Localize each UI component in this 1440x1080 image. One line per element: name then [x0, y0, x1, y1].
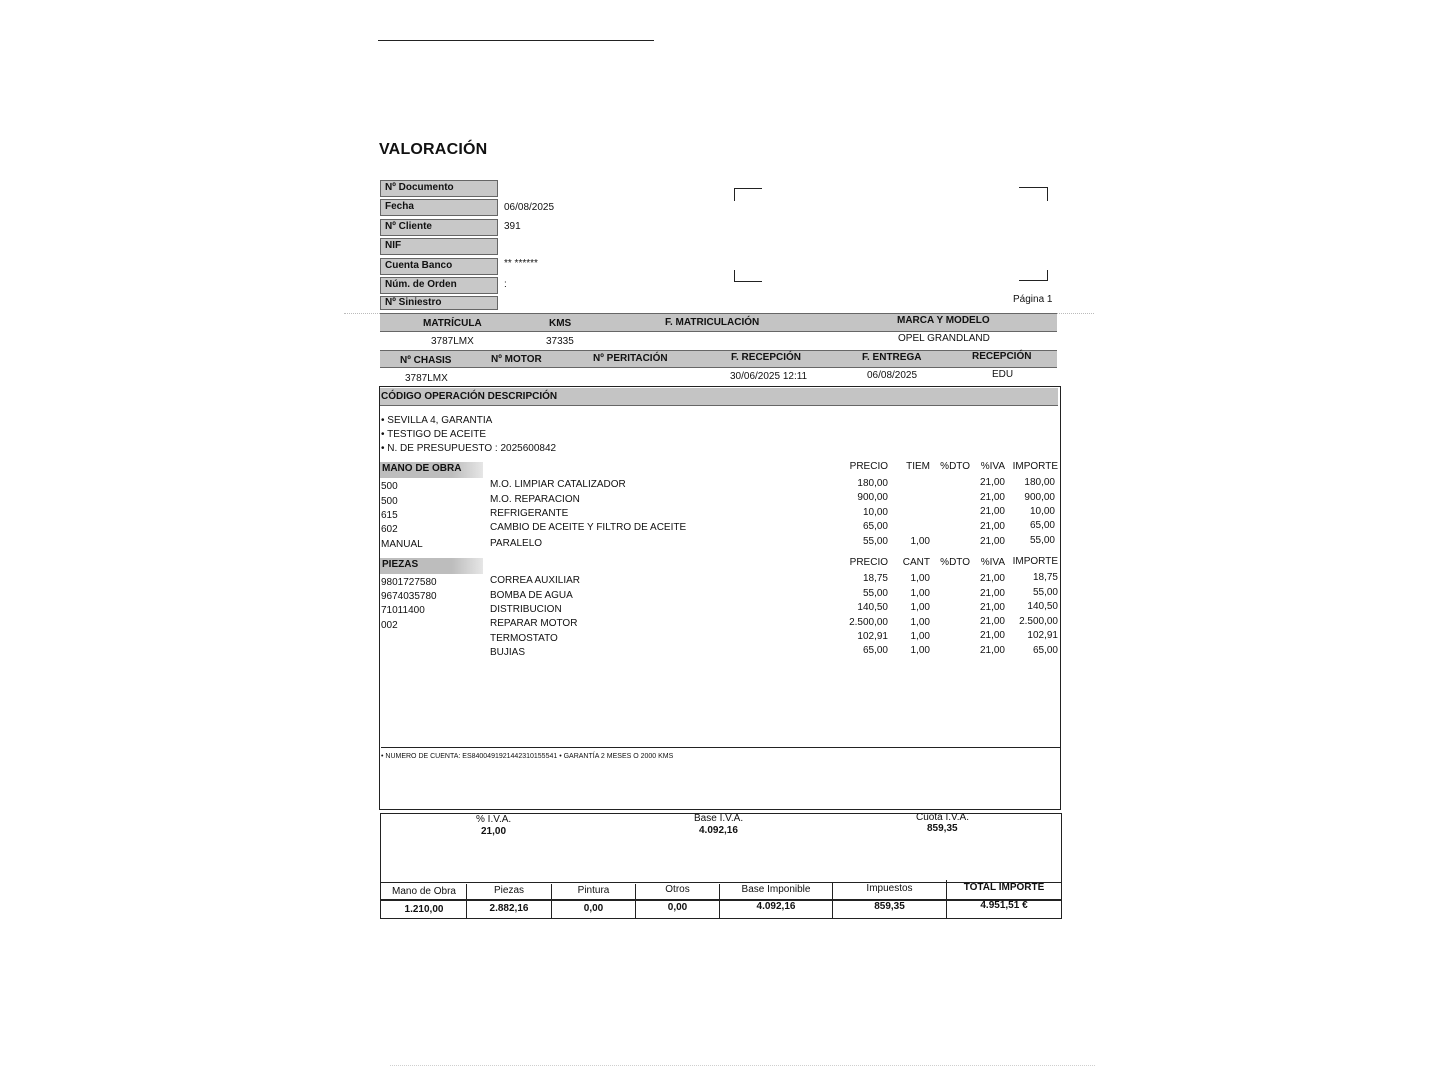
labor-code: 602: [381, 524, 398, 535]
labor-col-tiem: TIEM: [906, 461, 930, 472]
value-chasis: 3787LMX: [405, 373, 448, 384]
field-value-fecha: 06/08/2025: [504, 202, 555, 213]
operations-header-band: [380, 388, 1058, 406]
labor-col-iva: %IVA: [980, 461, 1005, 472]
labor-col-precio: PRECIO: [849, 461, 888, 472]
labor-iva: 21,00: [979, 492, 1005, 503]
labor-desc: REFRIGERANTE: [490, 508, 569, 519]
footer-note: • NUMERO DE CUENTA: ES8400491921442310155541 • GARANTÍA 2 MESES O 2000 KMS: [381, 753, 674, 760]
part-precio: 55,00: [862, 588, 888, 599]
labor-importe: 10,00: [1029, 506, 1055, 517]
field-value-cliente: 391: [504, 221, 521, 232]
totals-head-piezas: Piezas: [493, 885, 524, 896]
part-iva: 21,00: [979, 616, 1005, 627]
labor-code: 615: [381, 510, 398, 521]
parts-col-precio: PRECIO: [849, 557, 888, 568]
field-value-cuenta: ** ******: [504, 258, 538, 269]
labor-section-label: MANO DE OBRA: [380, 462, 483, 478]
value-kms: 37335: [546, 336, 574, 347]
part-code: 9801727580: [381, 577, 437, 588]
part-precio: 140,50: [857, 602, 888, 613]
parts-col-importe: IMPORTE: [1012, 556, 1058, 567]
part-importe: 140,50: [1027, 601, 1058, 612]
labor-desc: CAMBIO DE ACEITE Y FILTRO DE ACEITE: [490, 522, 687, 533]
labor-iva: 21,00: [979, 506, 1005, 517]
vehicle-header-band-1: [380, 313, 1057, 332]
bottom-dotted-line: [390, 1065, 1095, 1066]
part-precio: 18,75: [862, 573, 888, 584]
part-code: 9674035780: [381, 591, 437, 602]
part-cant: 1,00: [910, 588, 930, 599]
parts-section-label: PIEZAS: [380, 558, 483, 574]
field-value-orden: :: [504, 279, 507, 290]
field-label-documento: Nº Documento: [380, 180, 498, 197]
totals-head-impuestos: Impuestos: [866, 883, 913, 894]
col-marca-modelo: MARCA Y MODELO: [897, 315, 990, 326]
labor-iva: 21,00: [979, 477, 1005, 488]
iva-cuota-value: 859,35: [927, 823, 958, 834]
totals-head-base: Base Imponible: [741, 884, 811, 895]
col-matricula: MATRÍCULA: [423, 318, 482, 329]
note-line-2: • TESTIGO DE ACEITE: [381, 429, 487, 440]
col-f-recepcion: F. RECEPCIÓN: [731, 352, 802, 363]
note-line-3: • N. DE PRESUPUESTO : 2025600842: [381, 443, 557, 454]
part-iva: 21,00: [979, 630, 1005, 641]
field-label-fecha: Fecha: [380, 199, 498, 216]
field-label-cuenta: Cuenta Banco: [380, 258, 498, 275]
labor-importe: 65,00: [1029, 520, 1055, 531]
col-motor: Nº MOTOR: [491, 354, 542, 365]
part-importe: 2.500,00: [1019, 616, 1058, 627]
labor-desc: PARALELO: [490, 538, 543, 549]
totals-value-total: 4.951,51 €: [980, 900, 1028, 911]
part-precio: 102,91: [857, 631, 888, 642]
part-cant: 1,00: [910, 645, 930, 656]
labor-code: 500: [381, 496, 398, 507]
address-corner-tr: [1019, 187, 1048, 201]
part-iva: 21,00: [979, 602, 1005, 613]
field-label-siniestro: Nº Siniestro: [380, 296, 498, 310]
labor-precio: 10,00: [862, 507, 888, 518]
part-desc: REPARAR MOTOR: [490, 618, 578, 629]
address-corner-br: [1019, 270, 1048, 281]
totals-value-impuestos: 859,35: [874, 901, 905, 912]
iva-pct-value: 21,00: [481, 826, 507, 837]
labor-importe: 55,00: [1029, 535, 1055, 546]
col-f-entrega: F. ENTREGA: [862, 352, 922, 363]
labor-iva: 21,00: [979, 536, 1005, 547]
col-kms: KMS: [549, 318, 572, 329]
totals-value-base: 4.092,16: [756, 901, 796, 912]
address-corner-bl: [734, 270, 762, 282]
labor-importe: 900,00: [1024, 492, 1055, 503]
part-cant: 1,00: [910, 617, 930, 628]
part-code: 71011400: [381, 605, 425, 616]
labor-importe: 180,00: [1024, 477, 1055, 488]
part-desc: CORREA AUXILIAR: [490, 575, 581, 586]
part-desc: BUJIAS: [490, 647, 526, 658]
value-recepcion: EDU: [992, 369, 1014, 380]
labor-precio: 55,00: [862, 536, 888, 547]
col-f-matriculacion: F. MATRICULACIÓN: [665, 317, 760, 328]
labor-iva: 21,00: [979, 521, 1005, 532]
labor-desc: M.O. REPARACION: [490, 494, 580, 505]
value-f-entrega: 06/08/2025: [867, 370, 918, 381]
field-label-cliente: Nº Cliente: [380, 219, 498, 236]
address-corner-tl: [734, 188, 762, 201]
top-rule: [378, 40, 654, 41]
parts-col-cant: CANT: [902, 557, 930, 568]
page-number: Página 1: [1013, 294, 1053, 305]
field-label-nif: NIF: [380, 238, 498, 255]
labor-desc: M.O. LIMPIAR CATALIZADOR: [490, 479, 626, 490]
part-code: 002: [381, 620, 398, 631]
part-iva: 21,00: [979, 573, 1005, 584]
col-peritacion: Nº PERITACIÓN: [593, 353, 668, 364]
totals-head-total: TOTAL IMPORTE: [963, 882, 1045, 893]
part-precio: 65,00: [862, 645, 888, 656]
part-importe: 65,00: [1032, 645, 1058, 656]
totals-value-otros: 0,00: [667, 902, 688, 913]
value-marca-modelo: OPEL GRANDLAND: [898, 333, 990, 344]
labor-col-dto: %DTO: [940, 461, 970, 472]
part-cant: 1,00: [910, 573, 930, 584]
operations-header: CÓDIGO OPERACIÓN DESCRIPCIÓN: [381, 391, 558, 402]
part-desc: DISTRIBUCION: [490, 604, 562, 615]
labor-precio: 65,00: [862, 521, 888, 532]
labor-code: MANUAL: [381, 539, 423, 550]
vehicle-header-band-2: [380, 350, 1057, 368]
part-cant: 1,00: [910, 602, 930, 613]
page-title: VALORACIÓN: [379, 141, 488, 158]
totals-head-mano-obra: Mano de Obra: [392, 886, 456, 897]
totals-value-mano-obra: 1.210,00: [404, 904, 444, 915]
part-importe: 55,00: [1032, 587, 1058, 598]
part-iva: 21,00: [979, 645, 1005, 656]
part-precio: 2.500,00: [849, 617, 888, 628]
iva-base-label: Base I.V.A.: [694, 813, 744, 824]
part-iva: 21,00: [979, 588, 1005, 599]
part-desc: BOMBA DE AGUA: [490, 590, 573, 601]
footer-note-rule: [381, 747, 1060, 748]
part-cant: 1,00: [910, 631, 930, 642]
parts-col-iva: %IVA: [980, 557, 1005, 568]
col-chasis: Nº CHASIS: [400, 355, 452, 366]
parts-col-dto: %DTO: [940, 557, 970, 568]
totals-value-pintura: 0,00: [583, 903, 604, 914]
totals-value-piezas: 2.882,16: [489, 903, 529, 914]
iva-pct-label: % I.V.A.: [476, 814, 512, 825]
col-recepcion: RECEPCIÓN: [972, 351, 1032, 362]
labor-code: 500: [381, 481, 398, 492]
labor-precio: 180,00: [857, 478, 888, 489]
value-matricula: 3787LMX: [431, 336, 474, 347]
value-f-recepcion: 30/06/2025 12:11: [730, 371, 808, 382]
part-desc: TERMOSTATO: [490, 633, 558, 644]
field-label-orden: Núm. de Orden: [380, 277, 498, 294]
labor-tiem: 1,00: [910, 536, 930, 547]
labor-col-importe: IMPORTE: [1012, 461, 1058, 472]
note-line-1: • SEVILLA 4, GARANTIA: [381, 415, 493, 426]
iva-base-value: 4.092,16: [699, 825, 738, 836]
totals-head-pintura: Pintura: [577, 885, 610, 896]
totals-head-otros: Otros: [665, 884, 690, 895]
part-importe: 18,75: [1032, 572, 1058, 583]
labor-precio: 900,00: [857, 492, 888, 503]
part-importe: 102,91: [1027, 630, 1058, 641]
iva-cuota-label: Cuota I.V.A.: [916, 812, 969, 823]
